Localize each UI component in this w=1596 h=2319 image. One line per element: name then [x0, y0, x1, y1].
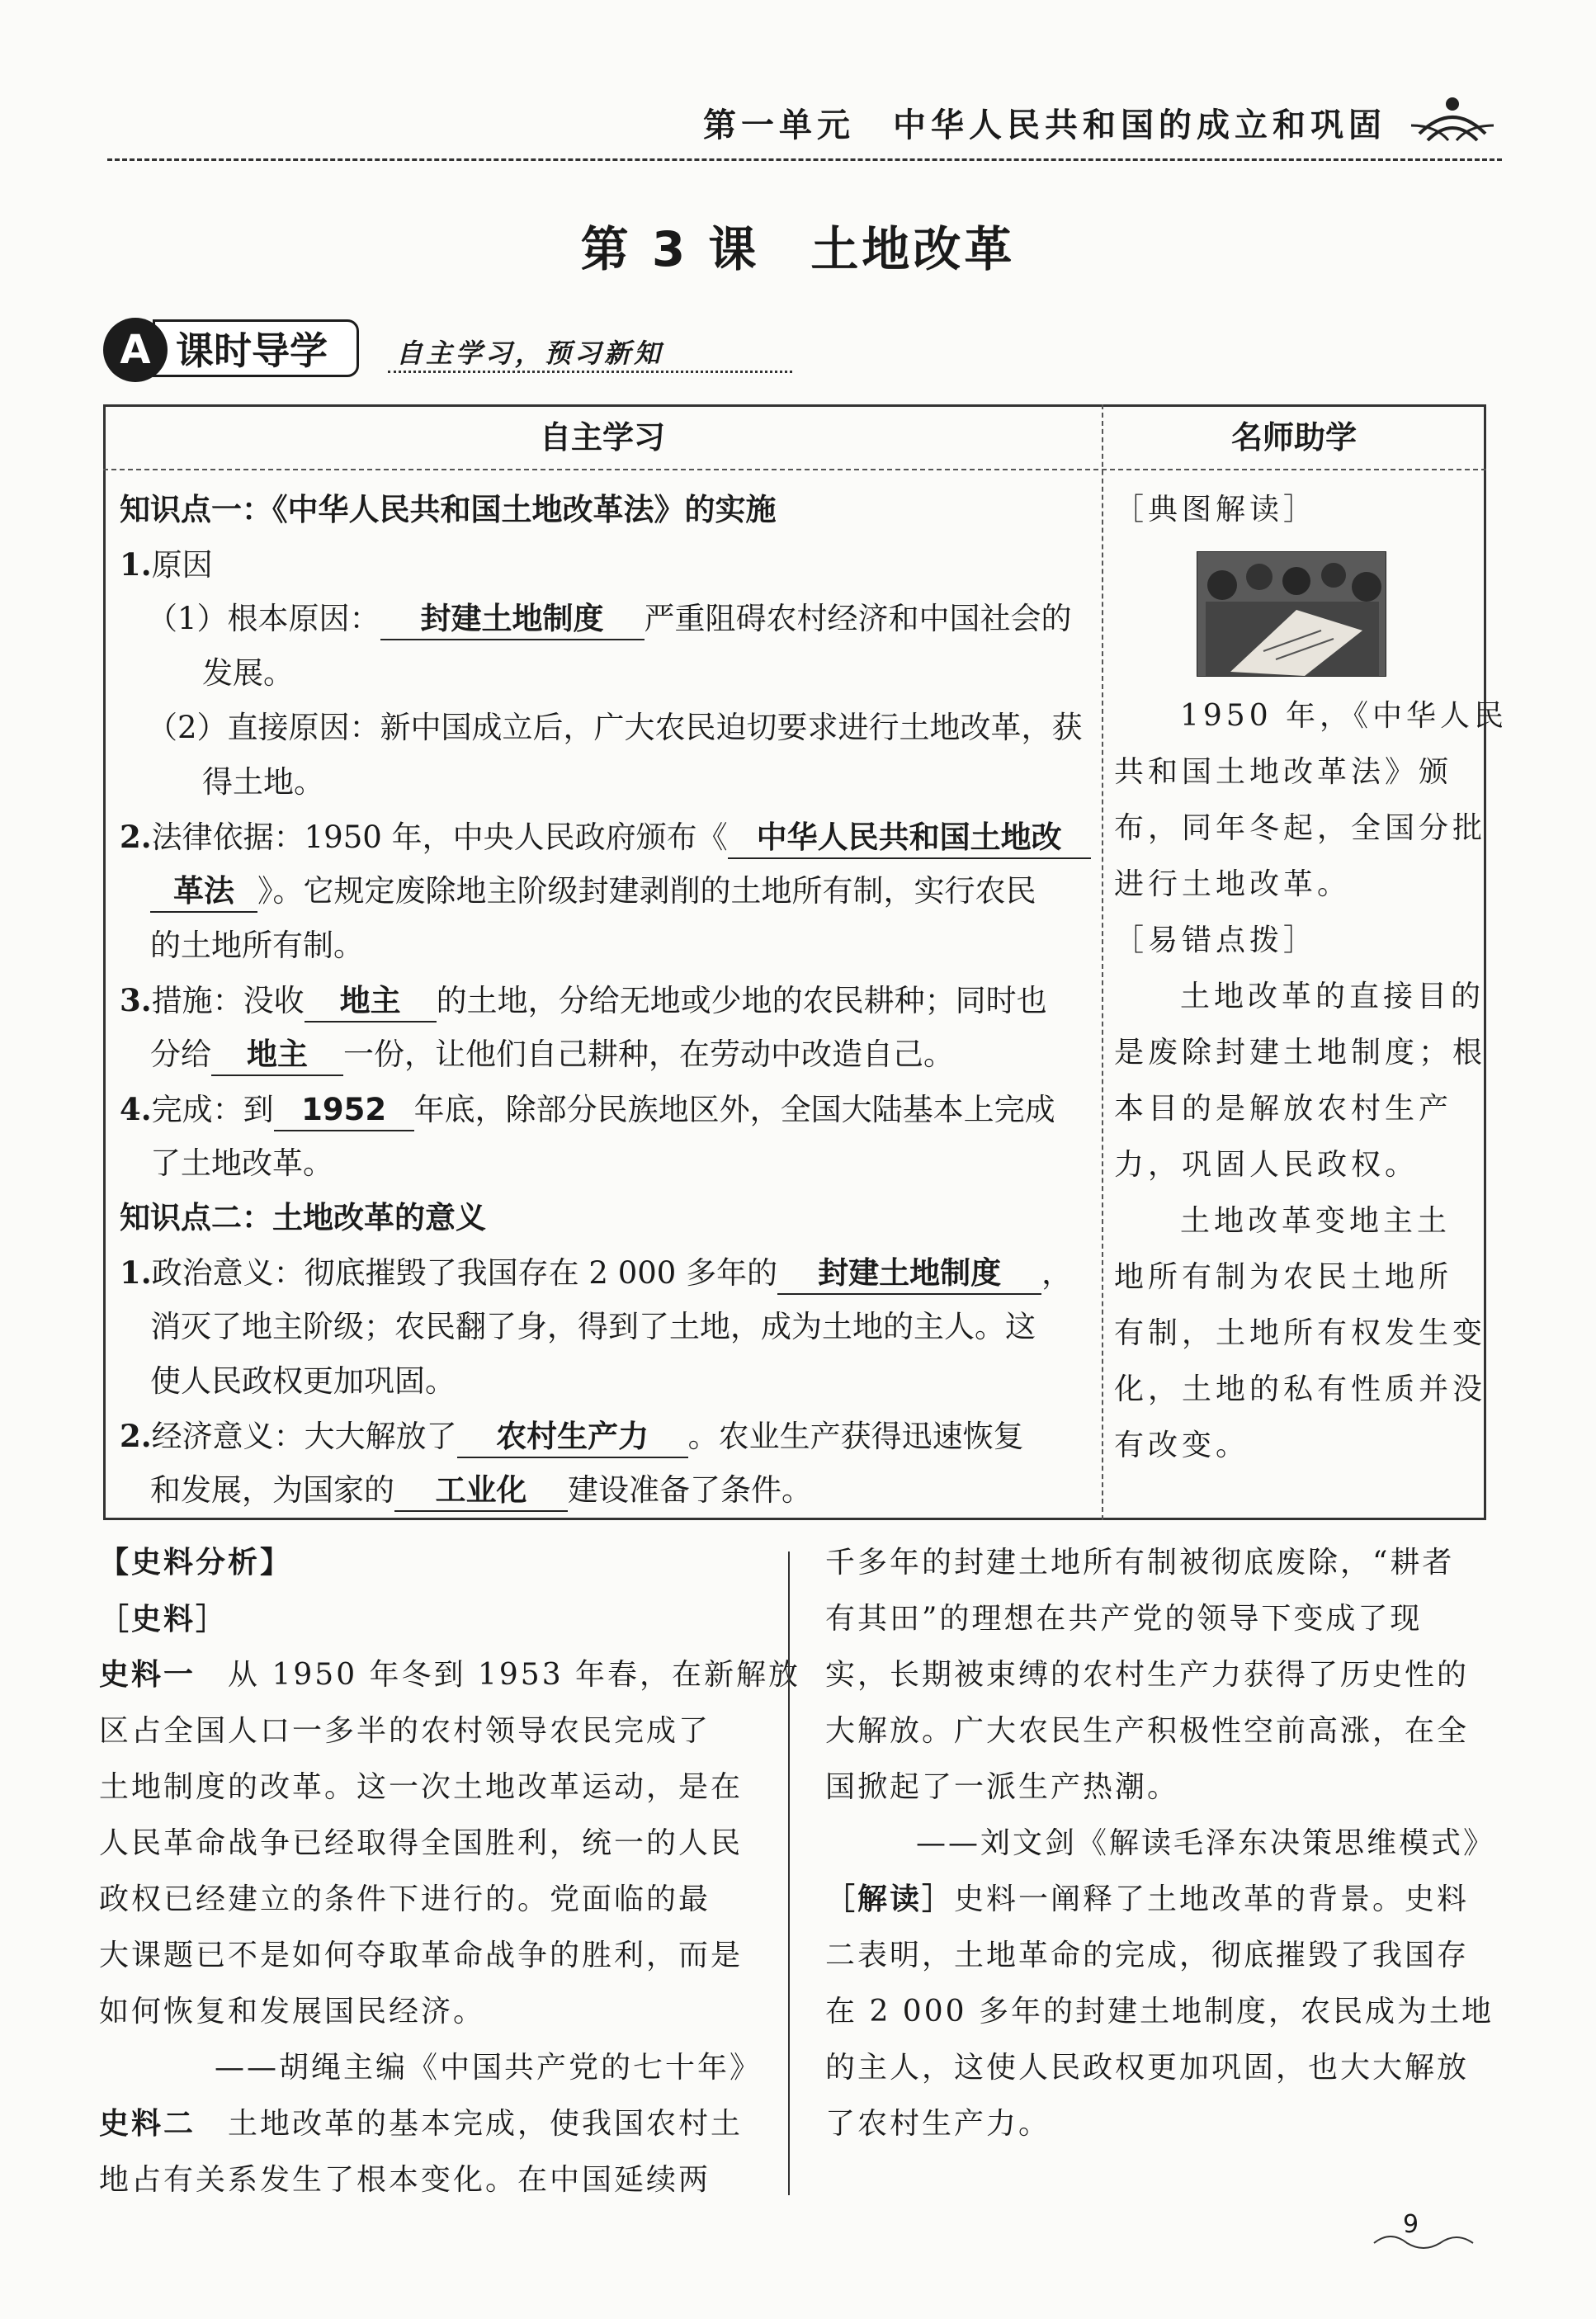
item-3-cont: 分给 地主 一份，让他们自己耕种，在劳动中改造自己。 [150, 1035, 954, 1076]
source-2-cont-line: 千多年的封建土地所有制被彻底废除，“耕者 [825, 1546, 1455, 1580]
significance-1-cont2: 使人民政权更加巩固。 [150, 1363, 456, 1399]
section-title: 课时导学 [153, 319, 359, 377]
source-1-line: 大课题已不是如何夺取革命战争的胜利，而是 [99, 1939, 744, 1972]
photo-caption-line: 共和国土地改革法》颁 [1114, 755, 1453, 789]
item-1-1-cont: 发展。 [202, 655, 294, 691]
lotus-ornament-icon [1403, 92, 1502, 150]
answer-blank: 封建土地制度 [777, 1254, 1041, 1295]
source-2-line: 地占有关系发生了根本变化。在中国延续两 [99, 2163, 711, 2197]
error-line: 土地改革变地主土 [1180, 1204, 1452, 1238]
interpretation-line: 在 2 000 多年的封建土地制度，农民成为土地 [825, 1995, 1494, 2029]
analysis-heading: 【史料分析】 [99, 1546, 293, 1580]
error-line: 力，巩固人民政权。 [1114, 1148, 1419, 1182]
source-1-line: 区占全国人口一多半的农村领导农民完成了 [99, 1714, 711, 1748]
item-1-2: （2）直接原因：新中国成立后，广大农民迫切要求进行土地改革，获 [147, 710, 1083, 745]
interpretation-line: 的主人，这使人民政权更加巩固，也大大解放 [825, 2051, 1470, 2085]
item-2-cont2: 的土地所有制。 [150, 928, 364, 963]
error-line: 有改变。 [1114, 1429, 1250, 1462]
answer-blank: 农村生产力 [457, 1417, 688, 1458]
error-line: 有制，土地所有权发生变 [1114, 1316, 1487, 1350]
error-line: 本目的是解放农村生产 [1114, 1092, 1453, 1126]
lesson-title: 第 3 课 土地改革 [580, 221, 1016, 277]
footer-ornament-icon [1370, 2228, 1477, 2253]
answer-blank: 地主 [211, 1035, 343, 1076]
photo-tag: ［典图解读］ [1114, 493, 1318, 527]
running-header [107, 92, 1502, 161]
item-4-cont: 了土地改革。 [150, 1145, 333, 1181]
photo-caption-line: 进行土地改革。 [1114, 867, 1352, 901]
section-subtitle: 自主学习，预习新知 [396, 338, 664, 369]
item-1-1: （1）根本原因： 封建土地制度 严重阻碍农村经济和中国社会的 [147, 599, 1072, 640]
table-header-divider [103, 469, 1486, 470]
section-letter: A [103, 318, 168, 382]
analysis-column-divider [788, 1552, 790, 2195]
source-2-citation: ——刘文剑《解读毛泽东决策思维模式》 [916, 1826, 1496, 1860]
photo-caption-line: 布，同年冬起，全国分批 [1114, 811, 1487, 845]
answer-blank: 工业化 [394, 1471, 568, 1512]
knowledge-point-2-title: 知识点二：土地改革的意义 [120, 1200, 486, 1235]
significance-2-cont: 和发展，为国家的 工业化 建设准备了条件。 [150, 1471, 812, 1512]
item-1-2-cont: 得土地。 [202, 764, 324, 800]
page-number: 9 [1403, 2210, 1419, 2239]
error-tag: ［易错点拨］ [1114, 923, 1318, 957]
answer-blank: 地主 [305, 981, 437, 1023]
item-4: 4.完成：到 1952 年底，除部分民族地区外，全国大陆基本上完成 [120, 1089, 1055, 1131]
error-line: 地所有制为农民土地所 [1114, 1260, 1453, 1294]
interpretation-line: 了农村生产力。 [825, 2107, 1051, 2141]
source-1-line: 政权已经建立的条件下进行的。党面临的最 [99, 1882, 711, 1916]
significance-1-cont1: 消灭了地主阶级；农民翻了身，得到了土地，成为土地的主人。这 [150, 1309, 1036, 1344]
item-2: 2.法律依据：1950 年，中央人民政府颁布《 中华人民共和国土地改 [120, 817, 1091, 859]
item-1: 1.原因 [120, 546, 213, 583]
table-column-divider [1102, 404, 1103, 1520]
knowledge-point-1-title: 知识点一：《中华人民共和国土地改革法》的实施 [120, 492, 777, 527]
source-tag: ［史料］ [99, 1602, 229, 1637]
item-3: 3.措施：没收 地主 的土地，分给无地或少地的农民耕种；同时也 [120, 980, 1047, 1023]
left-column-header: 自主学习 [539, 419, 665, 456]
error-line: 是废除封建土地制度；根 [1114, 1036, 1487, 1070]
significance-2: 2.经济意义：大大解放了 农村生产力 。农业生产获得迅速恢复 [120, 1416, 1024, 1458]
source-2-cont-line: 国掀起了一派生产热潮。 [825, 1770, 1180, 1804]
source-1-line: 人民革命战争已经取得全国胜利，统一的人民 [99, 1826, 744, 1860]
answer-blank: 1952 [274, 1090, 414, 1131]
source-1-line: 土地制度的改革。这一次土地改革运动，是在 [99, 1770, 744, 1804]
land-reform-photo [1197, 551, 1386, 677]
source-2-cont-line: 有其田”的理想在共产党的领导下变成了现 [825, 1602, 1423, 1636]
error-line: 土地改革的直接目的 [1180, 980, 1485, 1013]
crowd-photo-icon [1197, 552, 1386, 676]
source-2-cont-line: 大解放。广大农民生产积极性空前高涨，在全 [825, 1714, 1470, 1748]
answer-blank: 中华人民共和国土地改 [728, 818, 1091, 859]
answer-blank: 封建土地制度 [380, 599, 645, 640]
answer-blank: 革法 [150, 871, 257, 913]
source-1-citation: ——胡绳主编《中国共产党的七十年》 [215, 2051, 763, 2085]
interpretation-line: ［解读］史料一阐释了土地改革的背景。史料 [825, 1882, 1470, 1916]
source-2-cont-line: 实，长期被束缚的农村生产力获得了历史性的 [825, 1658, 1470, 1692]
significance-1: 1.政治意义：彻底摧毁了我国存在 2 000 多年的 封建土地制度 ， [120, 1253, 1072, 1295]
item-2-cont: 革法 》。它规定废除地主阶级封建剥削的土地所有制，实行农民 [150, 871, 1036, 913]
source-1-line: 如何恢复和发展国民经济。 [99, 1995, 486, 2029]
photo-caption-line: 1950 年，《中华人民 [1180, 699, 1509, 733]
source-2-line: 史料二 土地改革的基本完成，使我国农村土 [99, 2107, 744, 2141]
interpretation-line: 二表明，土地革命的完成，彻底摧毁了我国存 [825, 1939, 1470, 1972]
unit-title: 第一单元 中华人民共和国的成立和巩固 [703, 106, 1386, 144]
error-line: 化，土地的私有性质并没 [1114, 1372, 1487, 1406]
source-1-line: 史料一 从 1950 年冬到 1953 年春，在新解放 [99, 1658, 801, 1692]
dotted-underline [388, 371, 792, 373]
right-column-header: 名师助学 [1230, 419, 1357, 456]
